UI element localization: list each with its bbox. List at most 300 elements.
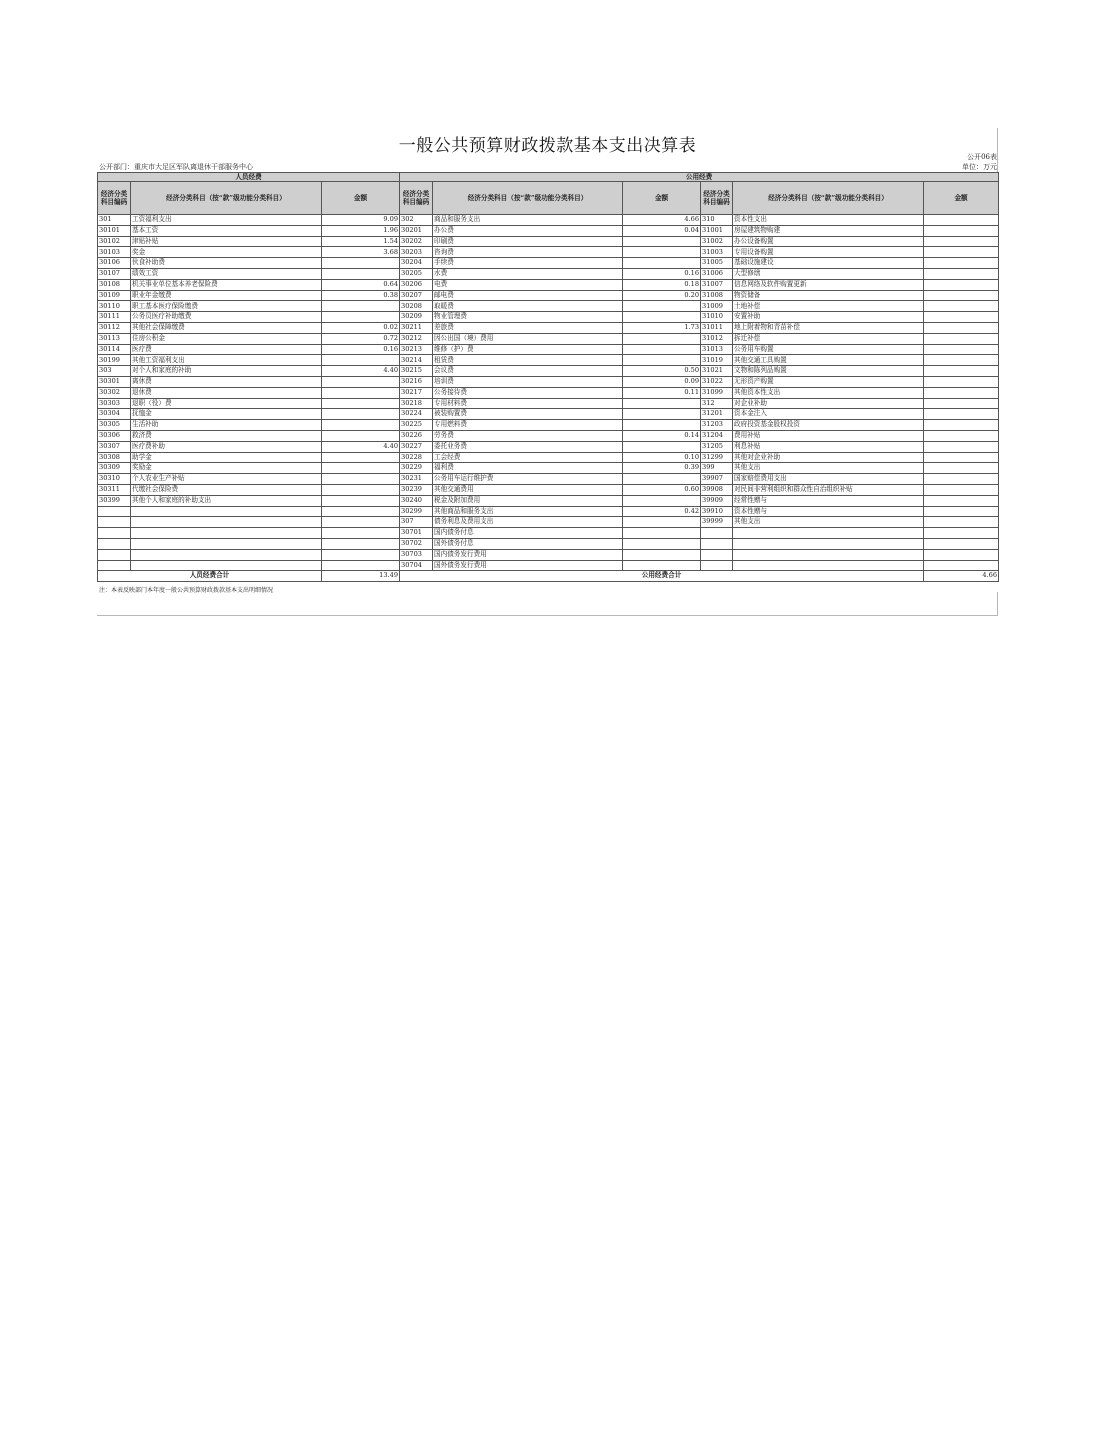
item-name-cell: 个人农业生产补贴 [131,474,322,485]
public-total-amount: 4.66 [924,571,999,582]
item-name-cell: 培训费 [433,376,623,387]
code-cell: 30217 [400,387,433,398]
code-cell: 30111 [98,312,131,323]
amount-cell [623,441,701,452]
amount-cell: 0.72 [322,333,400,344]
item-name-cell: 其他社会保障缴费 [131,322,322,333]
item-name-cell: 医疗费 [131,344,322,355]
code-cell: 31299 [701,452,733,463]
item-name-cell: 其他交通工具购置 [733,355,924,366]
amount-cell [623,236,701,247]
code-cell [701,560,733,571]
amount-cell: 0.04 [623,225,701,236]
group-header-row [98,173,999,182]
code-cell [98,549,131,560]
code-cell: 30228 [400,452,433,463]
item-name-cell: 拆迁补偿 [733,333,924,344]
table-row [98,301,999,312]
code-cell: 312 [701,398,733,409]
code-cell: 30209 [400,312,433,323]
amount-cell: 0.09 [623,376,701,387]
code-cell [98,538,131,549]
table-row [98,247,999,258]
amount-cell [924,528,999,539]
code-cell: 31021 [701,366,733,377]
amount-cell [924,290,999,301]
item-name-cell: 税金及附加费用 [433,495,623,506]
code-cell: 30703 [400,549,433,560]
code-cell: 30108 [98,279,131,290]
amount-cell [322,495,400,506]
amount-cell [322,474,400,485]
amount-cell: 0.18 [623,279,701,290]
amount-cell: 1.54 [322,236,400,247]
amount-cell: 0.64 [322,279,400,290]
code-cell: 30299 [400,506,433,517]
item-name-cell: 工会经费 [433,452,623,463]
code-cell: 31204 [701,430,733,441]
code-cell: 399 [701,463,733,474]
amount-cell [623,409,701,420]
amount-cell: 4.66 [623,215,701,226]
item-name-cell: 咨询费 [433,247,623,258]
item-name-cell: 手续费 [433,258,623,269]
personnel-total-label: 人员经费合计 [98,571,322,582]
sheet-bottom-border [97,615,998,616]
group-header-personnel: 人员经费 [98,173,400,182]
code-cell: 30106 [98,258,131,269]
item-name-cell [131,560,322,571]
amount-cell [924,333,999,344]
item-name-cell: 其他交通费用 [433,484,623,495]
code-cell: 30240 [400,495,433,506]
table-row [98,528,999,539]
amount-cell [623,549,701,560]
code-cell: 30214 [400,355,433,366]
code-cell: 31011 [701,322,733,333]
item-name-cell: 对企业补助 [733,398,924,409]
amount-cell [322,549,400,560]
header-code-2: 经济分类科目编码 [400,182,433,215]
item-name-cell [733,549,924,560]
header-code-1: 经济分类科目编码 [98,182,131,215]
code-cell: 30226 [400,430,433,441]
item-name-cell [733,560,924,571]
item-name-cell: 取暖费 [433,301,623,312]
amount-cell [322,517,400,528]
item-name-cell [131,506,322,517]
table-row [98,506,999,517]
item-name-cell: 其他个人和家庭的补助支出 [131,495,322,506]
amount-cell: 0.39 [623,463,701,474]
table-row [98,430,999,441]
code-cell: 30704 [400,560,433,571]
code-cell [98,517,131,528]
amount-cell [623,495,701,506]
amount-cell [924,312,999,323]
amount-cell [322,420,400,431]
item-name-cell: 劳务费 [433,430,623,441]
column-header-row [98,182,999,215]
code-cell: 30306 [98,430,131,441]
code-cell: 30213 [400,344,433,355]
table-row [98,366,999,377]
code-cell: 30308 [98,452,131,463]
amount-cell [322,355,400,366]
code-cell: 30102 [98,236,131,247]
code-cell: 30307 [98,441,131,452]
code-cell: 31022 [701,376,733,387]
item-name-cell: 利息补贴 [733,441,924,452]
amount-cell [623,247,701,258]
amount-cell [924,279,999,290]
code-cell: 31201 [701,409,733,420]
code-cell: 30305 [98,420,131,431]
amount-cell [623,258,701,269]
table-row [98,495,999,506]
amount-cell [322,560,400,571]
code-cell: 303 [98,366,131,377]
item-name-cell: 地上附着物和青苗补偿 [733,322,924,333]
amount-cell [322,538,400,549]
item-name-cell: 其他支出 [733,517,924,528]
amount-cell [623,528,701,539]
amount-cell: 0.10 [623,452,701,463]
amount-cell: 0.16 [623,268,701,279]
table-row [98,387,999,398]
item-name-cell: 伙食补助费 [131,258,322,269]
amount-cell [322,258,400,269]
code-cell: 30309 [98,463,131,474]
code-cell: 30103 [98,247,131,258]
item-name-cell: 办公费 [433,225,623,236]
item-name-cell: 资本金注入 [733,409,924,420]
code-cell: 30231 [400,474,433,485]
header-amount-2: 金额 [623,182,701,215]
amount-cell [322,506,400,517]
code-cell: 30211 [400,322,433,333]
item-name-cell: 退休费 [131,387,322,398]
amount-cell [924,560,999,571]
code-cell: 31007 [701,279,733,290]
amount-cell [924,301,999,312]
item-name-cell: 委托业务费 [433,441,623,452]
code-cell: 31001 [701,225,733,236]
code-cell: 307 [400,517,433,528]
item-name-cell: 无形资产购置 [733,376,924,387]
amount-cell: 1.73 [623,322,701,333]
code-cell: 30229 [400,463,433,474]
code-cell: 30224 [400,409,433,420]
code-cell: 30216 [400,376,433,387]
amount-cell [924,430,999,441]
item-name-cell: 专用材料费 [433,398,623,409]
amount-cell [623,560,701,571]
code-cell: 31205 [701,441,733,452]
item-name-cell: 文物和陈列品购置 [733,366,924,377]
item-name-cell: 大型修缮 [733,268,924,279]
amount-cell: 0.14 [623,430,701,441]
item-name-cell: 租赁费 [433,355,623,366]
code-cell: 30109 [98,290,131,301]
code-cell: 30205 [400,268,433,279]
item-name-cell: 办公设备购置 [733,236,924,247]
table-row [98,355,999,366]
item-name-cell: 国外债务发行费用 [433,560,623,571]
header-amount-3: 金额 [924,182,999,215]
code-cell: 30227 [400,441,433,452]
code-cell: 30112 [98,322,131,333]
personnel-total-amount: 13.49 [322,571,400,582]
item-name-cell: 公务用车购置 [733,344,924,355]
header-amount-1: 金额 [322,182,400,215]
amount-cell [322,312,400,323]
amount-cell: 3.68 [322,247,400,258]
item-name-cell: 福利费 [433,463,623,474]
item-name-cell: 其他支出 [733,463,924,474]
table-row [98,484,999,495]
amount-cell [924,215,999,226]
amount-cell [924,517,999,528]
item-name-cell [131,517,322,528]
amount-cell: 4.40 [322,441,400,452]
amount-cell: 4.40 [322,366,400,377]
code-cell: 30201 [400,225,433,236]
amount-cell [623,333,701,344]
table-row [98,538,999,549]
item-name-cell: 住房公积金 [131,333,322,344]
item-name-cell: 国内债务发行费用 [433,549,623,560]
table-row [98,225,999,236]
group-header-public: 公用经费 [400,173,999,182]
amount-cell [322,268,400,279]
code-cell: 30702 [400,538,433,549]
code-cell: 39907 [701,474,733,485]
item-name-cell: 土地补偿 [733,301,924,312]
item-name-cell: 奖金 [131,247,322,258]
item-name-cell: 水费 [433,268,623,279]
item-name-cell [733,528,924,539]
item-name-cell: 国家赔偿费用支出 [733,474,924,485]
code-cell: 30110 [98,301,131,312]
amount-cell [924,225,999,236]
item-name-cell: 职工基本医疗保险缴费 [131,301,322,312]
code-cell [98,506,131,517]
item-name-cell: 公务用车运行维护费 [433,474,623,485]
item-name-cell: 救济费 [131,430,322,441]
item-name-cell: 医疗费补助 [131,441,322,452]
amount-cell [924,268,999,279]
amount-cell [623,312,701,323]
code-cell: 31008 [701,290,733,301]
item-name-cell: 债务利息及费用支出 [433,517,623,528]
amount-cell: 0.02 [322,322,400,333]
code-cell: 30304 [98,409,131,420]
code-cell: 30206 [400,279,433,290]
header-code-3: 经济分类科目编码 [701,182,733,215]
amount-cell [322,398,400,409]
code-cell: 30204 [400,258,433,269]
code-cell: 31009 [701,301,733,312]
code-cell: 30107 [98,268,131,279]
table-row [98,376,999,387]
table-row [98,474,999,485]
header-name-2: 经济分类科目（按“款”级功能分类科目） [433,182,623,215]
amount-cell [924,484,999,495]
item-name-cell: 物资储备 [733,290,924,301]
code-cell: 31019 [701,355,733,366]
code-cell: 30310 [98,474,131,485]
amount-cell [322,528,400,539]
amount-cell [322,463,400,474]
amount-cell [924,344,999,355]
table-row [98,322,999,333]
header-name-1: 经济分类科目（按“款”级功能分类科目） [131,182,322,215]
amount-cell [623,301,701,312]
code-cell: 301 [98,215,131,226]
amount-cell [924,236,999,247]
amount-cell [623,474,701,485]
code-cell: 302 [400,215,433,226]
item-name-cell: 国内债务付息 [433,528,623,539]
item-name-cell: 对个人和家庭的补助 [131,366,322,377]
table-code: 公开06表 [967,153,997,161]
code-cell: 30218 [400,398,433,409]
item-name-cell: 退职（役）费 [131,398,322,409]
item-name-cell [733,538,924,549]
amount-cell [322,484,400,495]
table-row [98,215,999,226]
amount-cell [924,322,999,333]
code-cell: 30203 [400,247,433,258]
item-name-cell: 其他对企业补助 [733,452,924,463]
code-cell: 31203 [701,420,733,431]
code-cell [701,538,733,549]
amount-cell [623,517,701,528]
code-cell: 30303 [98,398,131,409]
code-cell: 31003 [701,247,733,258]
amount-cell [322,452,400,463]
amount-cell [924,463,999,474]
code-cell: 30399 [98,495,131,506]
item-name-cell: 因公出国（境）费用 [433,333,623,344]
item-name-cell: 公务员医疗补助缴费 [131,312,322,323]
code-cell: 31005 [701,258,733,269]
item-name-cell: 资本性赠与 [733,506,924,517]
code-cell: 31006 [701,268,733,279]
item-name-cell: 公务接待费 [433,387,623,398]
amount-cell [322,387,400,398]
amount-cell [623,538,701,549]
item-name-cell: 离休费 [131,376,322,387]
amount-cell [924,387,999,398]
item-name-cell: 安置补助 [733,312,924,323]
item-name-cell: 信息网络及软件购置更新 [733,279,924,290]
amount-cell [623,420,701,431]
item-name-cell: 代缴社会保险费 [131,484,322,495]
amount-cell [322,430,400,441]
item-name-cell: 其他商品和服务支出 [433,506,623,517]
code-cell: 30302 [98,387,131,398]
item-name-cell: 助学金 [131,452,322,463]
item-name-cell [131,528,322,539]
amount-cell: 9.09 [322,215,400,226]
code-cell: 31012 [701,333,733,344]
amount-cell [924,441,999,452]
item-name-cell: 奖励金 [131,463,322,474]
item-name-cell: 经常性赠与 [733,495,924,506]
code-cell: 30239 [400,484,433,495]
amount-cell [623,398,701,409]
table-row [98,420,999,431]
table-row [98,549,999,560]
table-row [98,236,999,247]
sheet-right-border-bottom [997,592,998,616]
table-row [98,279,999,290]
item-name-cell: 专用燃料费 [433,420,623,431]
code-cell: 30301 [98,376,131,387]
code-cell [98,560,131,571]
item-name-cell: 对民间非营利组织和群众性自治组织补贴 [733,484,924,495]
amount-cell [322,409,400,420]
amount-cell [623,344,701,355]
item-name-cell: 邮电费 [433,290,623,301]
item-name-cell: 其他工资福利支出 [131,355,322,366]
amount-cell [924,376,999,387]
item-name-cell: 政府投资基金股权投资 [733,420,924,431]
amount-cell [623,355,701,366]
table-row [98,463,999,474]
code-cell: 30207 [400,290,433,301]
item-name-cell: 电费 [433,279,623,290]
code-cell: 30114 [98,344,131,355]
amount-cell [924,495,999,506]
totals-row [98,571,999,582]
public-total-label: 公用经费合计 [400,571,924,582]
code-cell: 31010 [701,312,733,323]
code-cell: 30202 [400,236,433,247]
amount-cell: 0.38 [322,290,400,301]
item-name-cell: 机关事业单位基本养老保险费 [131,279,322,290]
code-cell: 30208 [400,301,433,312]
code-cell: 39909 [701,495,733,506]
code-cell: 30212 [400,333,433,344]
table-row [98,290,999,301]
amount-cell [924,452,999,463]
code-cell: 39910 [701,506,733,517]
table-row [98,452,999,463]
item-name-cell: 抚恤金 [131,409,322,420]
page-title: 一般公共预算财政拨款基本支出决算表 [398,136,697,156]
amount-cell [924,506,999,517]
table-row [98,268,999,279]
item-name-cell: 其他资本性支出 [733,387,924,398]
item-name-cell: 津贴补贴 [131,236,322,247]
item-name-cell: 物业管理费 [433,312,623,323]
item-name-cell: 绩效工资 [131,268,322,279]
item-name-cell: 会议费 [433,366,623,377]
code-cell: 39999 [701,517,733,528]
amount-cell: 0.11 [623,387,701,398]
code-cell: 31002 [701,236,733,247]
item-name-cell: 专用设备购置 [733,247,924,258]
amount-cell: 0.60 [623,484,701,495]
code-cell: 30701 [400,528,433,539]
amount-cell: 1.96 [322,225,400,236]
table-row [98,441,999,452]
item-name-cell: 职业年金缴费 [131,290,322,301]
item-name-cell: 生活补助 [131,420,322,431]
